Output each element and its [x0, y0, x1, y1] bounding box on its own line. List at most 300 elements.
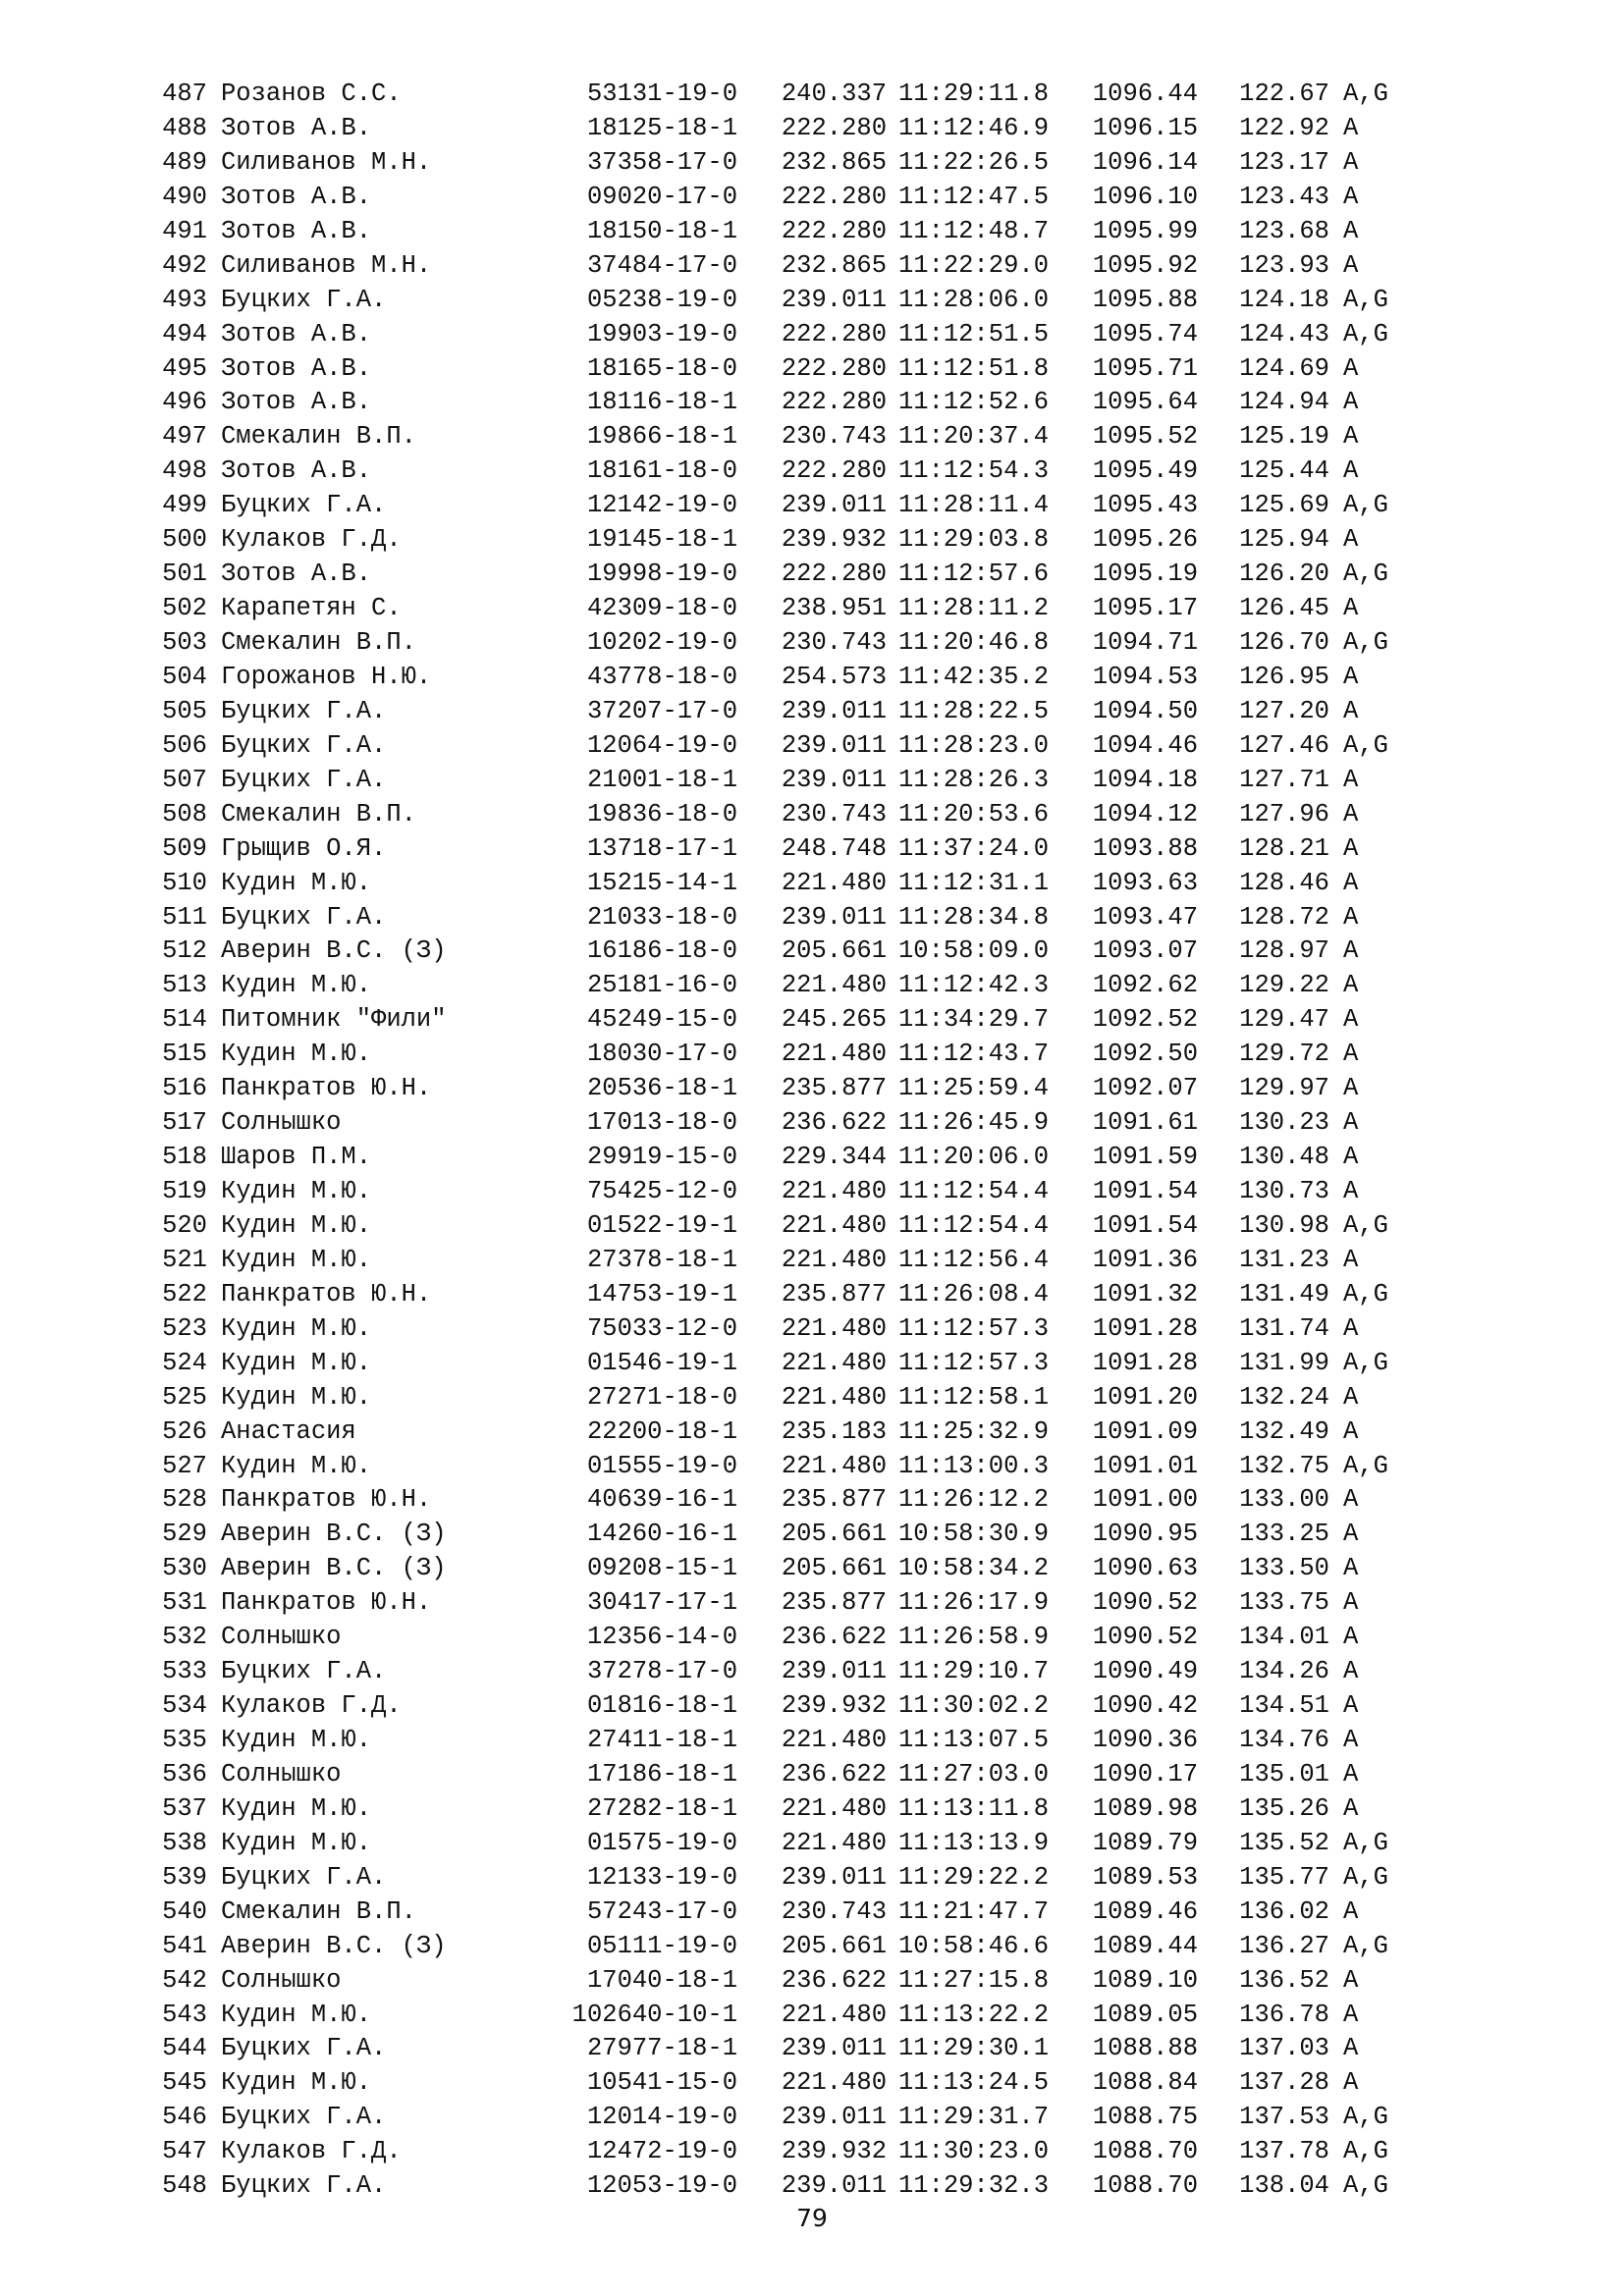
result-pos: 517: [162, 1108, 207, 1138]
result-name: Буцких Г.А.: [221, 730, 387, 760]
result-pos: 502: [162, 594, 207, 623]
result-tag: A: [1343, 1313, 1359, 1343]
result-name: Кудин М.Ю.: [221, 1210, 372, 1240]
result-dist: 239.011: [781, 902, 887, 932]
result-name: Аверин В.С. (З): [221, 1554, 447, 1583]
result-pos: 522: [162, 1279, 207, 1308]
result-speed: 1091.00: [1092, 1485, 1198, 1515]
result-row: [160, 489, 1388, 523]
result-time: 10:58:34.2: [897, 1554, 1049, 1583]
result-tag: A: [1343, 182, 1359, 211]
result-coef: 124.18: [1239, 285, 1329, 314]
result-name: Карапетян С.: [221, 594, 402, 623]
result-dist: 235.877: [781, 1074, 887, 1103]
result-row: [160, 386, 1388, 420]
result-time: 11:12:42.3: [897, 971, 1049, 1000]
result-row: [160, 318, 1388, 352]
result-name: Буцких Г.А.: [221, 2171, 387, 2201]
result-pos: 492: [162, 250, 207, 280]
result-pos: 514: [162, 1005, 207, 1035]
result-coef: 124.69: [1239, 353, 1329, 383]
result-pos: 521: [162, 1245, 207, 1274]
result-time: 11:27:15.8: [897, 1965, 1049, 1995]
result-pos: 534: [162, 1691, 207, 1721]
result-dist: 221.480: [781, 1040, 887, 1069]
result-tag: A: [1343, 1382, 1359, 1412]
result-row: [160, 249, 1388, 284]
result-pos: 499: [162, 491, 207, 520]
result-row: [160, 2101, 1388, 2135]
result-tag: A: [1343, 1896, 1359, 1926]
result-coef: 129.97: [1239, 1074, 1329, 1103]
result-row: [160, 1141, 1388, 1175]
page-number: 79: [796, 2204, 828, 2232]
result-name: Буцких Г.А.: [221, 285, 387, 314]
result-dist: 222.280: [781, 560, 887, 589]
result-name: Кудин М.Ю.: [221, 868, 372, 897]
result-speed: 1096.10: [1092, 182, 1198, 211]
result-pos: 500: [162, 525, 207, 555]
result-dist: 221.480: [781, 1348, 887, 1377]
result-time: 11:25:59.4: [897, 1074, 1049, 1103]
result-speed: 1093.07: [1092, 936, 1198, 966]
result-pos: 503: [162, 628, 207, 657]
result-tag: A,G: [1343, 1279, 1388, 1308]
result-speed: 1095.43: [1092, 491, 1198, 520]
result-ring: 01816-18-1: [586, 1691, 737, 1721]
result-row: [160, 454, 1388, 489]
result-coef: 135.77: [1239, 1862, 1329, 1892]
result-row: [160, 1209, 1388, 1244]
result-speed: 1089.98: [1092, 1793, 1198, 1823]
result-coef: 125.94: [1239, 525, 1329, 555]
result-coef: 131.74: [1239, 1313, 1329, 1343]
result-row: [160, 352, 1388, 387]
result-time: 11:12:46.9: [897, 113, 1049, 142]
result-coef: 132.75: [1239, 1451, 1329, 1480]
result-speed: 1095.26: [1092, 525, 1198, 555]
result-name: Солнышко: [221, 1108, 342, 1138]
result-time: 11:28:11.4: [897, 491, 1049, 520]
result-row: [160, 420, 1388, 454]
result-pos: 535: [162, 1726, 207, 1754]
result-coef: 132.49: [1239, 1416, 1329, 1446]
result-dist: 239.011: [781, 2171, 887, 2201]
result-pos: 548: [162, 2171, 207, 2201]
result-pos: 547: [162, 2137, 207, 2166]
result-tag: A,G: [1343, 2137, 1388, 2166]
result-tag: A: [1343, 1520, 1359, 1549]
result-time: 11:28:06.0: [897, 285, 1049, 314]
result-tag: A: [1343, 594, 1359, 623]
result-tag: A: [1343, 216, 1359, 245]
result-name: Кулаков Г.Д.: [221, 525, 402, 555]
result-time: 11:30:23.0: [897, 2137, 1049, 2166]
result-tag: A: [1343, 2000, 1359, 2029]
result-time: 11:29:22.2: [897, 1862, 1049, 1892]
result-ring: 12064-19-0: [586, 730, 737, 760]
result-coef: 128.97: [1239, 936, 1329, 966]
result-name: Солнышко: [221, 1759, 342, 1789]
result-tag: A,G: [1343, 1348, 1388, 1377]
result-pos: 512: [162, 936, 207, 966]
result-dist: 232.865: [781, 250, 887, 280]
result-dist: 248.748: [781, 833, 887, 863]
result-ring: 12014-19-0: [586, 2103, 737, 2132]
result-time: 11:26:12.2: [897, 1485, 1049, 1515]
result-tag: A: [1343, 1074, 1359, 1103]
result-name: Кудин М.Ю.: [221, 1245, 372, 1274]
result-time: 10:58:09.0: [897, 936, 1049, 966]
result-dist: 236.622: [781, 1108, 887, 1138]
result-name: Буцких Г.А.: [221, 696, 387, 725]
result-pos: 497: [162, 422, 207, 452]
result-coef: 126.20: [1239, 560, 1329, 589]
result-ring: 18150-18-1: [586, 216, 737, 245]
result-dist: 230.743: [781, 422, 887, 452]
result-ring: 20536-18-1: [586, 1074, 737, 1103]
result-tag: A: [1343, 833, 1359, 863]
result-ring: 01555-19-0: [586, 1451, 737, 1480]
result-speed: 1090.95: [1092, 1520, 1198, 1549]
result-tag: A: [1343, 147, 1359, 177]
result-dist: 239.932: [781, 2137, 887, 2166]
result-ring: 17013-18-0: [586, 1108, 737, 1138]
result-coef: 128.72: [1239, 902, 1329, 932]
result-tag: A: [1343, 662, 1359, 691]
result-ring: 40639-16-1: [586, 1485, 737, 1515]
result-dist: 221.480: [781, 868, 887, 897]
result-coef: 123.43: [1239, 182, 1329, 211]
result-tag: A: [1343, 2068, 1359, 2098]
result-ring: 10541-15-0: [586, 2068, 737, 2098]
result-tag: A: [1343, 1691, 1359, 1721]
result-pos: 493: [162, 285, 207, 314]
result-time: 11:34:29.7: [897, 1005, 1049, 1035]
result-speed: 1088.88: [1092, 2034, 1198, 2063]
result-pos: 496: [162, 388, 207, 417]
result-speed: 1094.46: [1092, 730, 1198, 760]
result-row: [160, 729, 1388, 764]
result-speed: 1088.84: [1092, 2068, 1198, 2098]
result-coef: 125.44: [1239, 456, 1329, 486]
result-name: Буцких Г.А.: [221, 1862, 387, 1892]
result-row: [160, 1518, 1388, 1552]
result-time: 11:12:58.1: [897, 1382, 1049, 1412]
result-coef: 130.23: [1239, 1108, 1329, 1138]
result-tag: A: [1343, 388, 1359, 417]
result-speed: 1091.20: [1092, 1382, 1198, 1412]
result-coef: 131.49: [1239, 1279, 1329, 1308]
result-coef: 136.02: [1239, 1896, 1329, 1926]
result-name: Зотов А.В.: [221, 216, 372, 245]
result-name: Зотов А.В.: [221, 456, 372, 486]
result-ring: 19903-19-0: [586, 319, 737, 348]
result-name: Розанов С.С.: [221, 80, 402, 108]
result-speed: 1088.70: [1092, 2137, 1198, 2166]
result-ring: 43778-18-0: [586, 662, 737, 691]
result-speed: 1094.53: [1092, 662, 1198, 691]
result-dist: 235.183: [781, 1416, 887, 1446]
result-row: [160, 215, 1388, 249]
result-dist: 235.877: [781, 1485, 887, 1515]
result-speed: 1094.18: [1092, 765, 1198, 794]
result-speed: 1093.47: [1092, 902, 1198, 932]
result-coef: 129.22: [1239, 971, 1329, 1000]
result-row: [160, 764, 1388, 798]
result-time: 11:22:29.0: [897, 250, 1049, 280]
result-pos: 491: [162, 216, 207, 245]
result-speed: 1095.92: [1092, 250, 1198, 280]
result-ring: 01522-19-1: [586, 1210, 737, 1240]
result-coef: 131.23: [1239, 1245, 1329, 1274]
result-dist: 230.743: [781, 628, 887, 657]
result-coef: 132.24: [1239, 1382, 1329, 1412]
result-name: Буцких Г.А.: [221, 491, 387, 520]
result-name: Кудин М.Ю.: [221, 2000, 372, 2029]
result-time: 11:20:46.8: [897, 628, 1049, 657]
result-name: Кудин М.Ю.: [221, 1828, 372, 1857]
result-dist: 221.480: [781, 1313, 887, 1343]
result-time: 11:26:45.9: [897, 1108, 1049, 1138]
result-pos: 489: [162, 147, 207, 177]
result-speed: 1094.71: [1092, 628, 1198, 657]
result-time: 11:37:24.0: [897, 833, 1049, 863]
result-tag: A: [1343, 1623, 1359, 1652]
result-ring: 21001-18-1: [586, 765, 737, 794]
result-row: [160, 1964, 1388, 1999]
result-coef: 133.25: [1239, 1520, 1329, 1549]
result-row: [160, 1621, 1388, 1655]
result-pos: 543: [162, 2000, 207, 2029]
result-ring: 12053-19-0: [586, 2171, 737, 2201]
result-tag: A: [1343, 1416, 1359, 1446]
result-tag: A: [1343, 1965, 1359, 1995]
result-pos: 539: [162, 1862, 207, 1892]
result-ring: 09020-17-0: [586, 182, 737, 211]
result-tag: A,G: [1343, 491, 1388, 520]
result-time: 11:29:31.7: [897, 2103, 1049, 2132]
result-speed: 1091.28: [1092, 1348, 1198, 1377]
result-row: [160, 832, 1388, 867]
result-pos: 511: [162, 902, 207, 932]
result-coef: 133.50: [1239, 1554, 1329, 1583]
result-name: Солнышко: [221, 1623, 342, 1652]
result-dist: 239.932: [781, 1691, 887, 1721]
result-ring: 29919-15-0: [586, 1143, 737, 1172]
result-speed: 1091.32: [1092, 1279, 1198, 1308]
result-ring: 19998-19-0: [586, 560, 737, 589]
result-tag: A: [1343, 1040, 1359, 1069]
result-coef: 127.46: [1239, 730, 1329, 760]
result-ring: 27282-18-1: [586, 1793, 737, 1823]
result-time: 11:12:54.3: [897, 456, 1049, 486]
result-time: 11:29:30.1: [897, 2034, 1049, 2063]
result-speed: 1092.50: [1092, 1040, 1198, 1069]
result-pos: 528: [162, 1485, 207, 1515]
result-row: [160, 1552, 1388, 1586]
result-coef: 137.78: [1239, 2137, 1329, 2166]
result-pos: 540: [162, 1896, 207, 1926]
result-row: [160, 1106, 1388, 1141]
result-dist: 221.480: [781, 1210, 887, 1240]
result-time: 11:12:54.4: [897, 1177, 1049, 1205]
result-ring: 21033-18-0: [586, 902, 737, 932]
result-coef: 137.28: [1239, 2068, 1329, 2098]
result-row: [160, 1072, 1388, 1106]
result-time: 11:12:57.6: [897, 560, 1049, 589]
result-row: [160, 1381, 1388, 1415]
result-pos: 505: [162, 696, 207, 725]
result-name: Кулаков Г.Д.: [221, 2137, 402, 2166]
result-name: Питомник "Фили": [221, 1005, 447, 1035]
result-speed: 1089.53: [1092, 1862, 1198, 1892]
result-pos: 526: [162, 1416, 207, 1446]
result-pos: 507: [162, 765, 207, 794]
result-tag: A,G: [1343, 1828, 1388, 1857]
result-row: [160, 146, 1388, 181]
result-coef: 130.73: [1239, 1177, 1329, 1205]
result-time: 11:22:26.5: [897, 147, 1049, 177]
result-row: [160, 181, 1388, 215]
result-dist: 239.011: [781, 1862, 887, 1892]
result-dist: 239.011: [781, 285, 887, 314]
result-speed: 1090.52: [1092, 1588, 1198, 1618]
result-dist: 232.865: [781, 147, 887, 177]
result-coef: 137.03: [1239, 2034, 1329, 2063]
result-coef: 134.26: [1239, 1657, 1329, 1686]
result-pos: 488: [162, 113, 207, 142]
result-name: Панкратов Ю.Н.: [221, 1279, 432, 1308]
result-coef: 123.93: [1239, 250, 1329, 280]
result-ring: 25181-16-0: [586, 971, 737, 1000]
result-time: 11:13:24.5: [897, 2068, 1049, 2098]
result-speed: 1096.14: [1092, 147, 1198, 177]
result-pos: 494: [162, 319, 207, 348]
result-pos: 541: [162, 1931, 207, 1960]
result-ring: 10202-19-0: [586, 628, 737, 657]
result-name: Силиванов М.Н.: [221, 250, 432, 280]
result-pos: 525: [162, 1382, 207, 1412]
result-name: Силиванов М.Н.: [221, 147, 432, 177]
result-time: 11:12:57.3: [897, 1313, 1049, 1343]
result-coef: 133.00: [1239, 1485, 1329, 1515]
result-speed: 1096.44: [1092, 80, 1198, 108]
result-tag: A,G: [1343, 730, 1388, 760]
result-dist: 205.661: [781, 936, 887, 966]
result-dist: 221.480: [781, 1451, 887, 1480]
result-ring: 17040-18-1: [586, 1965, 737, 1995]
result-ring: 19866-18-1: [586, 422, 737, 452]
result-time: 11:20:53.6: [897, 799, 1049, 828]
result-pos: 544: [162, 2034, 207, 2063]
result-row: [160, 661, 1388, 695]
result-dist: 235.877: [781, 1588, 887, 1618]
result-dist: 221.480: [781, 1793, 887, 1823]
result-name: Кудин М.Ю.: [221, 1040, 372, 1069]
result-pos: 504: [162, 662, 207, 691]
result-dist: 235.877: [781, 1279, 887, 1308]
result-speed: 1091.09: [1092, 1416, 1198, 1446]
results-list: [160, 78, 1388, 2204]
result-tag: A: [1343, 1143, 1359, 1172]
result-speed: 1094.50: [1092, 696, 1198, 725]
result-tag: A,G: [1343, 2103, 1388, 2132]
result-pos: 524: [162, 1348, 207, 1377]
result-speed: 1089.10: [1092, 1965, 1198, 1995]
result-speed: 1095.17: [1092, 594, 1198, 623]
result-coef: 129.72: [1239, 1040, 1329, 1069]
result-time: 11:29:32.3: [897, 2171, 1049, 2201]
result-pos: 509: [162, 833, 207, 863]
result-coef: 131.99: [1239, 1348, 1329, 1377]
result-time: 11:13:13.9: [897, 1828, 1049, 1857]
result-speed: 1090.63: [1092, 1554, 1198, 1583]
result-tag: A,G: [1343, 319, 1388, 348]
result-tag: A: [1343, 799, 1359, 828]
result-speed: 1095.99: [1092, 216, 1198, 245]
result-pos: 513: [162, 971, 207, 1000]
result-dist: 222.280: [781, 216, 887, 245]
result-ring: 22200-18-1: [586, 1416, 737, 1446]
result-row: [160, 284, 1388, 318]
result-ring: 17186-18-1: [586, 1759, 737, 1789]
result-dist: 221.480: [781, 1177, 887, 1205]
result-time: 11:26:08.4: [897, 1279, 1049, 1308]
result-dist: 230.743: [781, 1896, 887, 1926]
result-row: [160, 1347, 1388, 1381]
result-tag: A,G: [1343, 1931, 1388, 1960]
result-row: [160, 901, 1388, 935]
result-name: Смекалин В.П.: [221, 628, 416, 657]
result-name: Кудин М.Ю.: [221, 1726, 372, 1754]
result-speed: 1090.36: [1092, 1726, 1198, 1754]
result-tag: A: [1343, 2034, 1359, 2063]
result-name: Грыщив О.Я.: [221, 833, 387, 863]
result-time: 11:13:22.2: [897, 2000, 1049, 2029]
result-dist: 221.480: [781, 971, 887, 1000]
result-ring: 27378-18-1: [586, 1245, 737, 1274]
result-tag: A: [1343, 1108, 1359, 1138]
result-pos: 498: [162, 456, 207, 486]
result-speed: 1090.42: [1092, 1691, 1198, 1721]
result-tag: A,G: [1343, 1210, 1388, 1240]
result-dist: 236.622: [781, 1965, 887, 1995]
result-ring: 19145-18-1: [586, 525, 737, 555]
result-speed: 1091.36: [1092, 1245, 1198, 1274]
result-pos: 519: [162, 1177, 207, 1205]
result-row: [160, 592, 1388, 626]
result-name: Панкратов Ю.Н.: [221, 1588, 432, 1618]
result-pos: 536: [162, 1759, 207, 1789]
result-ring: 13718-17-1: [586, 833, 737, 863]
result-name: Зотов А.В.: [221, 182, 372, 211]
result-name: Кудин М.Ю.: [221, 971, 372, 1000]
result-tag: A: [1343, 936, 1359, 966]
result-name: Аверин В.С. (З): [221, 1931, 447, 1960]
result-row: [160, 558, 1388, 592]
result-tag: A: [1343, 1588, 1359, 1618]
result-speed: 1092.07: [1092, 1074, 1198, 1103]
result-tag: A,G: [1343, 80, 1388, 108]
result-dist: 221.480: [781, 1828, 887, 1857]
result-dist: 239.011: [781, 696, 887, 725]
result-pos: 545: [162, 2068, 207, 2098]
result-time: 11:12:54.4: [897, 1210, 1049, 1240]
result-coef: 122.92: [1239, 113, 1329, 142]
result-name: Зотов А.В.: [221, 560, 372, 589]
result-name: Буцких Г.А.: [221, 1657, 387, 1686]
